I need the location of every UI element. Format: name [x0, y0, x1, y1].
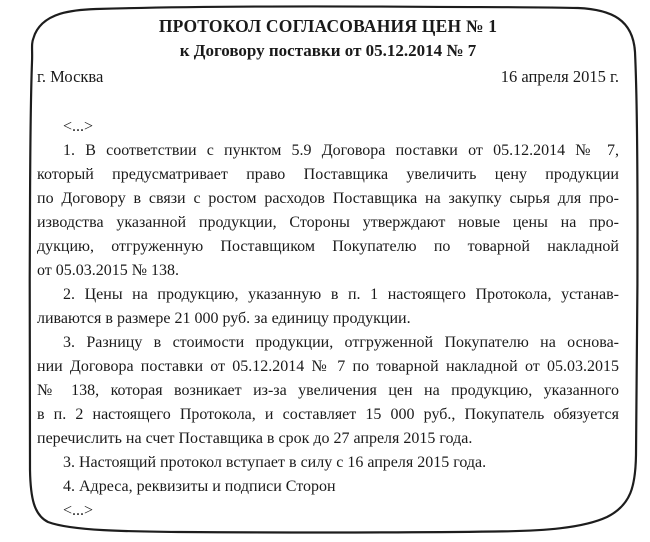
paragraph-line: № 138, которая возникает из-за увеличения цен на продукцию, указанного — [37, 382, 619, 399]
paragraph-line: 4. Адреса, реквизиты и подписи Сторон — [63, 478, 336, 495]
paragraph-line: <...> — [63, 502, 94, 519]
paragraph-line: ливаются в размере 21 000 руб. за единицу продукции. — [37, 310, 411, 327]
paragraph-line: перечислить на счет Поставщика в срок до 27 апреля 2015 года. — [37, 430, 473, 447]
paragraph-line: по Договору в связи с ростом расходов Поставщика на закупку сырья для про- — [37, 190, 619, 207]
paragraph-line: нии Договора поставки от 05.12.2014 № 7 по товарной накладной от 05.03.2015 — [37, 358, 619, 375]
paragraph-line: 2. Цены на продукцию, указанную в п. 1 настоящего Протокола, устанав- — [63, 286, 619, 303]
paragraph-line: дукцию, отгруженную Поставщиком Покупателю по товарной накладной — [37, 238, 619, 255]
document-body — [37, 115, 619, 523]
document-date: 16 апреля 2015 г. — [500, 67, 619, 86]
paragraph-line: от 05.03.2015 № 138. — [37, 262, 180, 279]
paragraph-line: 1. В соответствии с пунктом 5.9 Договора поставки от 05.12.2014 № 7, — [63, 142, 619, 159]
paragraph-line: 3. Настоящий протокол вступает в силу с 16 апреля 2015 года. — [63, 454, 487, 471]
document-place: г. Москва — [37, 67, 104, 86]
document-subtitle: к Договору поставки от 05.12.2014 № 7 — [179, 41, 477, 60]
paragraph-line: изводства указанной продукции, Стороны утверждают новые цены на про- — [37, 214, 619, 231]
paragraph-line: <...> — [63, 118, 94, 135]
document-content — [37, 13, 619, 523]
document-title: ПРОТОКОЛ СОГЛАСОВАНИЯ ЦЕН № 1 — [158, 16, 498, 36]
paragraph-line: в п. 2 настоящего Протокола, и составляет 15 000 руб., Покупатель обязуется — [37, 406, 619, 423]
paragraph-line: 3. Разницу в стоимости продукции, отгруженной Покупателю на основа- — [63, 334, 619, 351]
place-date-row — [37, 65, 619, 89]
paragraph-line: который предусматривает право Поставщика увеличить цену продукции — [37, 166, 619, 183]
